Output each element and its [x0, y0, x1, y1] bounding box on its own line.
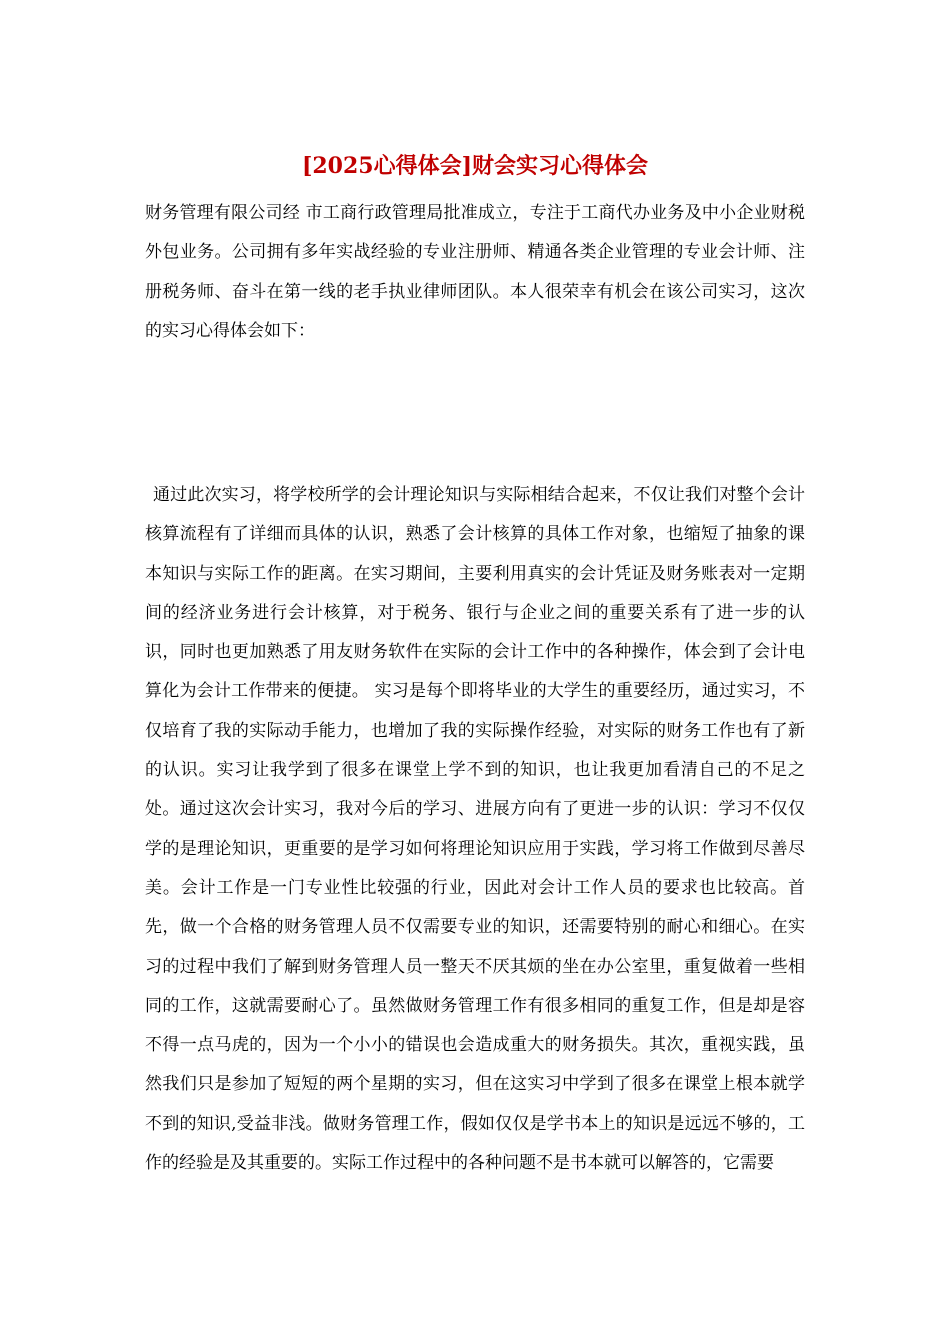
paragraph-intro: 财务管理有限公司经 市工商行政管理局批准成立，专注于工商代办业务及中小企业财税外包业务。公司拥有多年实战经验的专业注册师、精通各类企业管理的专业会计师、注册税务师、奋斗在第一线的老手执业律师团队。本人很荣幸有机会在该公司实习，这次的实习心得体会如下：	[145, 203, 805, 341]
paragraph-body: 通过此次实习，将学校所学的会计理论知识与实际相结合起来，不仅让我们对整个会计核算流程有了详细而具体的认识，熟悉了会计核算的具体工作对象，也缩短了抽象的课本知识与实际工作的距离。在实习期间，主要利用真实的会计凭证及财务账表对一定期间的经济业务进行会计核算，对于税务、银行与企业之间的重要关系有了进一步的认识，同时也更加熟悉了用友财务软件在实际的会计工作中的各种操作，体会到了会计电算化为会计工作带来的便捷。 实习是每个即将毕业的大学生的重要经历，通过实习，不仅培育了我的实际动手能力，也增加了我的实际操作经验，对实际的财务工作也有了新的认识。实习让我学到了很多在课堂上学不到的知识，也让我更加看清自己的不足之处。通过这次会计实习，我对今后的学习、进展方向有了更进一步的认识：学习不仅仅学的是理论知识，更重要的是学习如何将理论知识应用于实践，学习将工作做到尽善尽美。会计工作是一门专业性比较强的行业，因此对会计工作人员的要求也比较高。首先，做一个合格的财务管理人员不仅需要专业的知识，还需要特别的耐心和细心。在实习的过程中我们了解到财务管理人员一整天不厌其烦的坐在办公室里，重复做着一些相同的工作，这就需要耐心了。虽然做财务管理工作有很多相同的重复工作，但是却是容不得一点马虎的，因为一个小小的错误也会造成重大的财务损失。其次，重视实践，虽然我们只是参加了短短的两个星期的实习，但在这实习中学到了很多在课堂上根本就学不到的知识,受益非浅。做财务管理工作，假如仅仅是学书本上的知识是远远不够的，工作的经验是及其重要的。实际工作过程中的各种问题不是书本就可以解答的，它需要	[145, 485, 805, 1174]
document-title: [2025心得体会]财会实习心得体会	[301, 153, 649, 179]
